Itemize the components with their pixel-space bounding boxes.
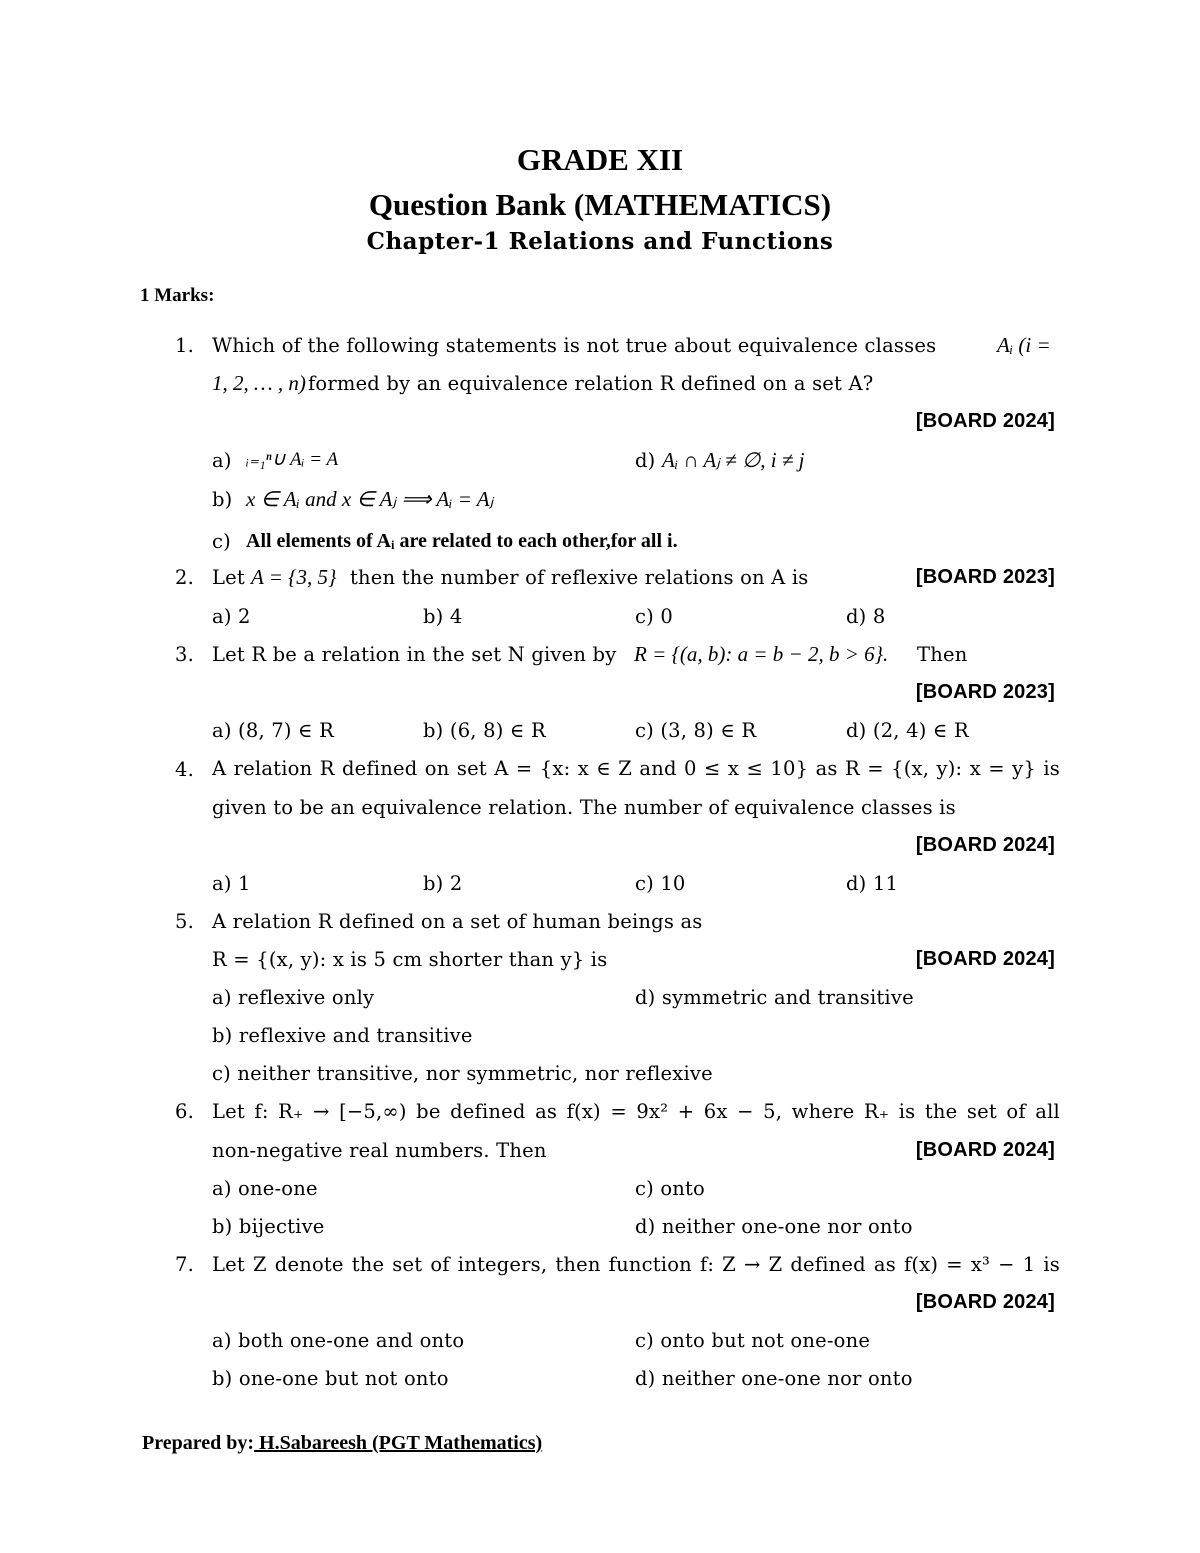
question-math: 1, 2, … , n)	[212, 371, 306, 395]
grade-heading: GRADE XII	[516, 142, 684, 177]
question-text: non-negative real numbers. Then	[212, 1139, 547, 1162]
question-text: Let R be a relation in the set N given by	[212, 643, 617, 666]
option-b: b) (6, 8) ∈ R	[423, 719, 546, 742]
board-tag: [BOARD 2024]	[915, 1291, 1055, 1313]
question-number: 1.	[175, 334, 195, 357]
option-d: d) 8	[846, 605, 886, 628]
option-a: a) both one-one and onto	[212, 1329, 465, 1352]
board-tag: [BOARD 2023]	[915, 681, 1055, 703]
option-c: c) onto	[635, 1177, 706, 1200]
question-text: Which of the following statements is not true about equivalence classes	[212, 334, 937, 357]
question-text: given to be an equivalence relation. The number of equivalence classes is	[212, 796, 956, 819]
question-number: 6.	[175, 1100, 195, 1123]
option-b: b) 2	[423, 872, 463, 895]
option-c: c) (3, 8) ∈ R	[635, 719, 757, 742]
option-a: a) 2	[212, 605, 251, 628]
option-b: x ∈ Aᵢ and x ∈ Aⱼ ⟹ Aᵢ = Aⱼ	[246, 487, 494, 511]
option-label: b)	[212, 488, 233, 511]
footer-author: H.Sabareesh (PGT Mathematics)	[254, 1432, 543, 1454]
option-d: d) neither one-one nor onto	[635, 1215, 913, 1238]
chapter-heading: Chapter-1 Relations and Functions	[366, 228, 834, 255]
option-c: c) 0	[635, 605, 673, 628]
option-d: Aᵢ ∩ Aⱼ ≠ ∅, i ≠ j	[662, 448, 805, 472]
question-number: 3.	[175, 643, 195, 666]
board-tag: [BOARD 2024]	[915, 410, 1055, 432]
option-label: c)	[212, 530, 231, 553]
question-number: 7.	[175, 1253, 195, 1276]
option-d: d) neither one-one nor onto	[635, 1367, 913, 1390]
option-d: d) (2, 4) ∈ R	[846, 719, 969, 742]
question-bank-heading: Question Bank (MATHEMATICS)	[368, 187, 832, 222]
board-tag: [BOARD 2023]	[915, 566, 1055, 588]
option-c: c) 10	[635, 872, 686, 895]
option-label: a)	[212, 449, 232, 472]
footer-credit	[142, 1432, 542, 1455]
section-heading: 1 Marks:	[140, 285, 215, 306]
option-b: b) reflexive and transitive	[212, 1024, 473, 1047]
option-a: a) 1	[212, 872, 251, 895]
question-text: then the number of reflexive relations on A is	[350, 566, 809, 589]
option-b: b) one-one but not onto	[212, 1367, 449, 1390]
question-text: R = {(x, y): x is 5 cm shorter than y} is	[212, 948, 608, 971]
option-a: ᵢ₌₁ⁿ∪ Aᵢ = A	[246, 449, 339, 470]
question-number: 4.	[175, 758, 195, 781]
option-a: a) one-one	[212, 1177, 318, 1200]
question-text: formed by an equivalence relation R defined on a set A?	[308, 372, 874, 395]
option-d: d) 11	[846, 872, 899, 895]
option-label: d)	[635, 449, 656, 472]
option-c: c) onto but not one-one	[635, 1329, 871, 1352]
question-text: Then	[917, 643, 968, 666]
option-d: d) symmetric and transitive	[635, 986, 914, 1009]
board-tag: [BOARD 2024]	[915, 834, 1055, 856]
question-math: R = {(a, b): a = b − 2, b > 6}.	[634, 642, 889, 666]
question-math: Aᵢ (i =	[997, 333, 1051, 357]
question-text: A relation R defined on set A = {x: x ∈ Z and 0 ≤ x ≤ 10} as R = {(x, y): x = y} is	[212, 757, 1060, 780]
question-number: 2.	[175, 566, 195, 589]
option-b: b) 4	[423, 605, 463, 628]
footer-label: Prepared by:	[142, 1432, 255, 1454]
question-math: A = {3, 5}	[251, 565, 337, 589]
question-text: A relation R defined on a set of human beings as	[212, 910, 703, 933]
question-text: Let Z denote the set of integers, then function f: Z → Z defined as f(x) = x³ − 1 is	[212, 1253, 1060, 1276]
board-tag: [BOARD 2024]	[915, 1139, 1055, 1161]
option-a: a) (8, 7) ∈ R	[212, 719, 334, 742]
question-text: Let	[212, 566, 245, 589]
option-c: All elements of Aᵢ are related to each other,for all i.	[246, 530, 678, 552]
option-a: a) reflexive only	[212, 986, 375, 1009]
question-number: 5.	[175, 910, 195, 933]
question-text: Let f: R₊ → [−5,∞) be defined as f(x) = 9x² + 6x − 5, where R₊ is the set of all	[212, 1100, 1060, 1123]
board-tag: [BOARD 2024]	[915, 948, 1055, 970]
option-b: b) bijective	[212, 1215, 325, 1238]
option-c: c) neither transitive, nor symmetric, nor reflexive	[212, 1062, 713, 1085]
